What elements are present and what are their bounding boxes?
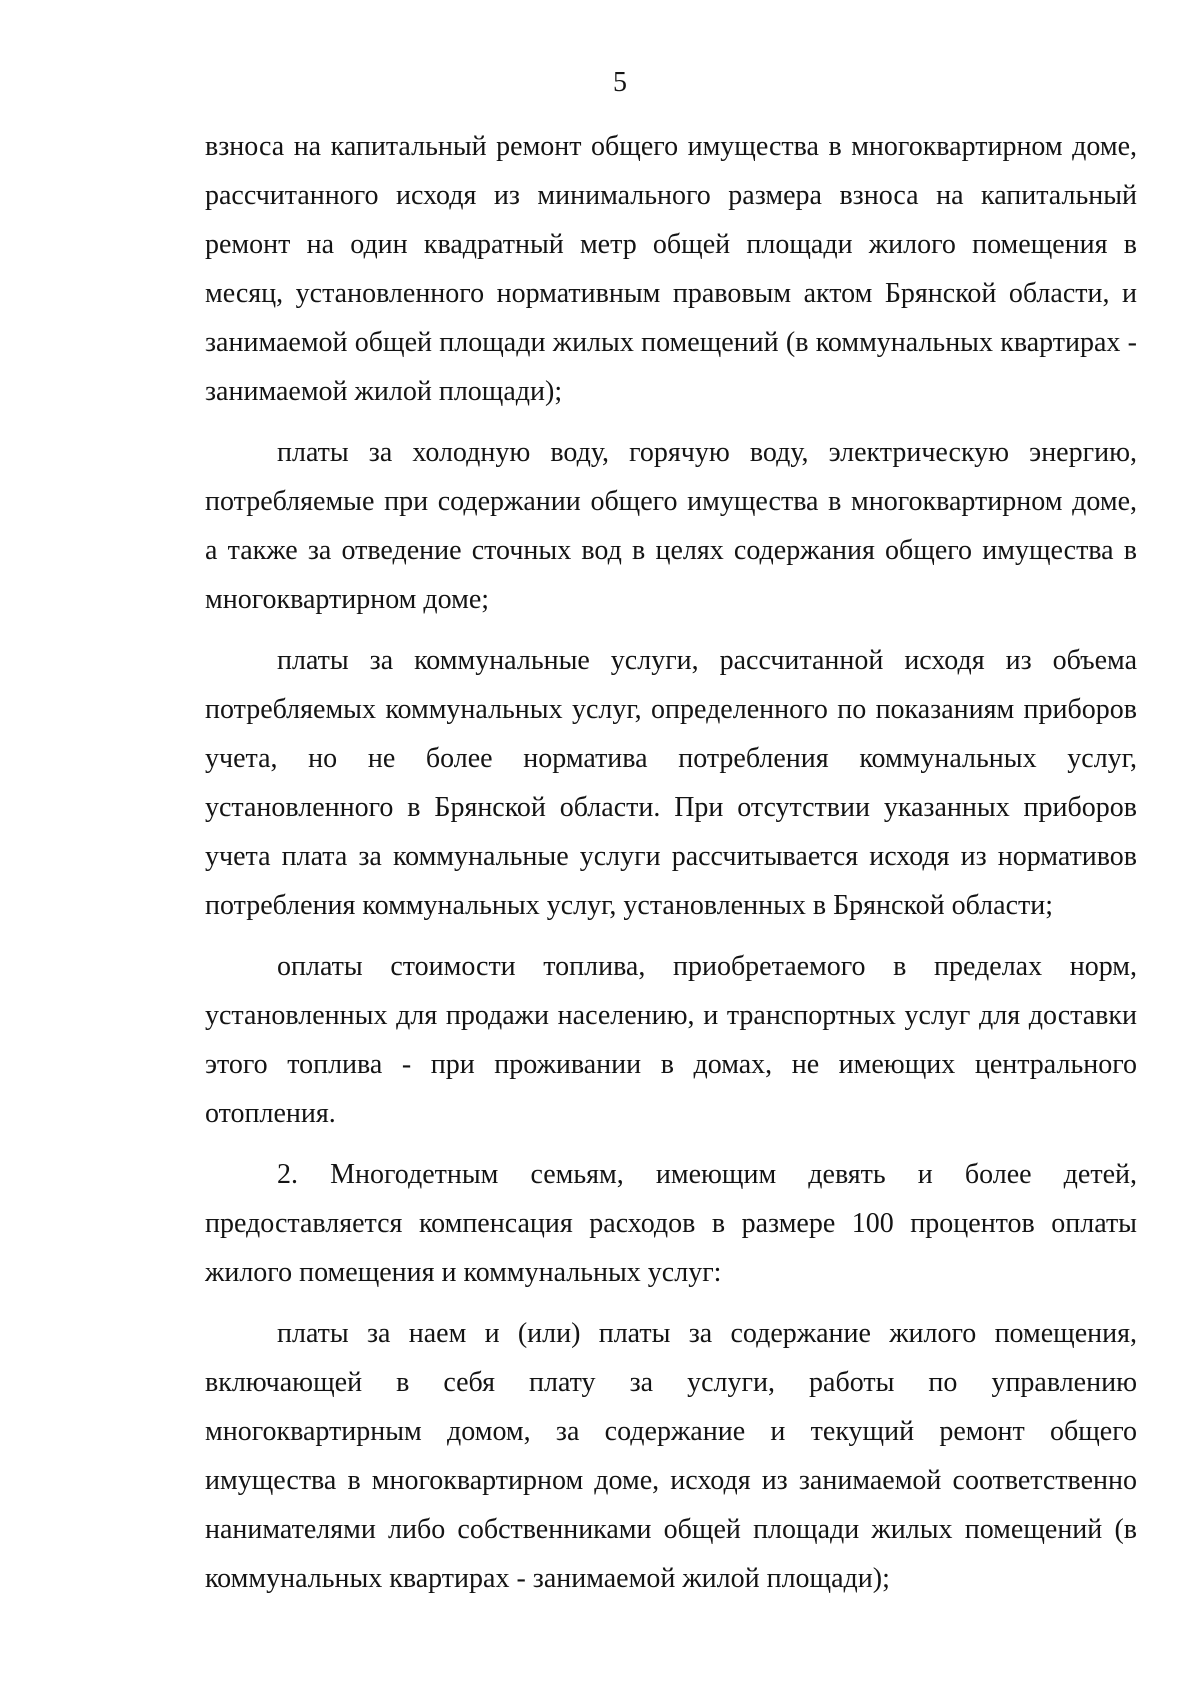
paragraph-large-families: 2. Многодетным семьям, имеющим девять и более детей, предоставляется компенсация расходов в размере 100 процентов оплаты жилого помещения и коммунальных услуг: [205,1159,1137,1288]
paragraph-fuel-cost: оплаты стоимости топлива, приобретаемого в пределах норм, установленных для продажи населению, и транспортных услуг для доставки этого топлива - при проживании в домах, не имеющих центрального отопления. [205,951,1137,1129]
paragraph-water-electricity: платы за холодную воду, горячую воду, электрическую энергию, потребляемые при содержании общего имущества в многоквартирном доме, а также за отведение сточных вод в целях содержания общего имущества в многоквартирном доме; [205,437,1137,615]
paragraph-utility-services: платы за коммунальные услуги, рассчитанной исходя из объема потребляемых коммунальных услуг, определенного по показаниям приборов учета, но не более норматива потребления коммунальных услуг, установленного в Брянской области. При отсутствии указанных приборов учета плата за коммунальные услуги рассчитывается исходя из нормативов потребления коммунальных услуг, установленных в Брянской области; [205,645,1137,921]
page-number: 5 [613,67,627,98]
document-body [205,122,1137,1607]
paragraph-rent-maintenance: платы за наем и (или) платы за содержание жилого помещения, включающей в себя плату за услуги, работы по управлению многоквартирным домом, за содержание и текущий ремонт общего имущества в многоквартирном доме, исходя из занимаемой соответственно нанимателями либо собственниками общей площади жилых помещений (в коммунальных квартирах - занимаемой жилой площади); [205,1318,1137,1594]
paragraph-capital-repair: взноса на капитальный ремонт общего имущества в многоквартирном доме, рассчитанного исходя из минимального размера взноса на капитальный ремонт на один квадратный метр общей площади жилого помещения в месяц, установленного нормативным правовым актом Брянской области, и занимаемой общей площади жилых помещений (в коммунальных квартирах - занимаемой жилой площади); [205,131,1137,407]
